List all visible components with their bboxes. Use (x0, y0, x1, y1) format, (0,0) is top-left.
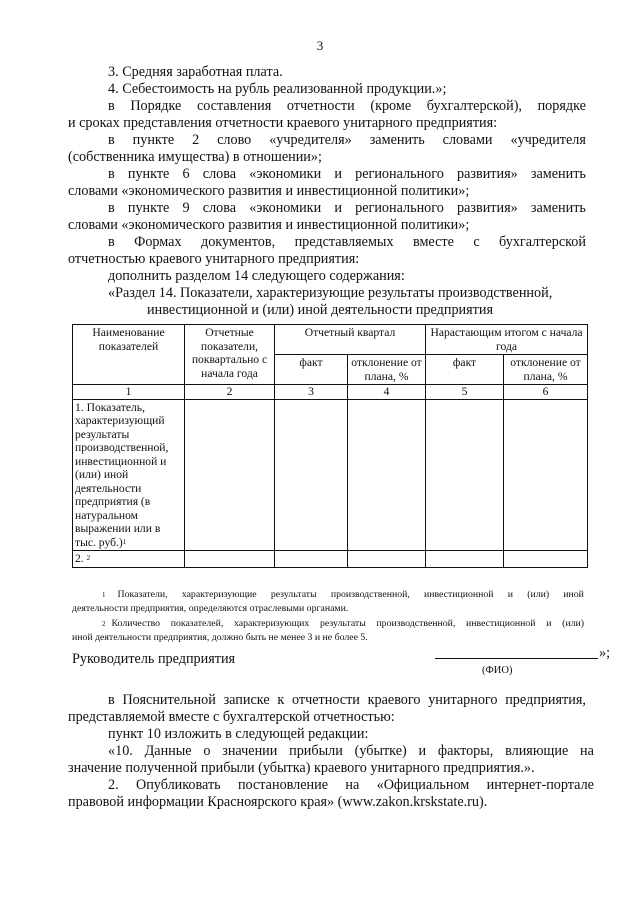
paragraph-note-line2: представляемой вместе с бухгалтерской отчетностью: (68, 709, 395, 725)
footnote-2-word: характеризующих (233, 618, 310, 629)
footnote-1-line1 (72, 588, 584, 602)
paragraph-order-line2: и сроках представления отчетности краевого унитарного предприятия: (68, 115, 498, 131)
word: пункте (127, 200, 170, 216)
word: пункте (132, 132, 175, 148)
word: на (345, 777, 360, 793)
word: Формах (134, 234, 182, 250)
text-line-cost: 4. Себестоимость на рубль реализованной продукции.»; (108, 81, 447, 97)
indicator-2-name (73, 551, 185, 568)
word: в (108, 692, 115, 708)
footnote-2-word: показателей, (170, 618, 224, 629)
text-line-salary: 3. Средняя заработная плата. (108, 64, 283, 80)
word: заменить (530, 200, 586, 216)
footnote-1-word: характеризующие (181, 589, 257, 600)
word: заменить (530, 166, 586, 182)
word: порядке (537, 98, 586, 114)
header-reported-indicators: Отчетные показатели, поквартально с начала года (185, 325, 275, 385)
word: в (108, 166, 115, 182)
word: отчетности (292, 692, 360, 708)
word: слова (202, 200, 237, 216)
table-cell (275, 399, 348, 551)
column-number: 3 (275, 385, 348, 400)
header-cumulative-fact: факт (426, 355, 504, 385)
word: Порядке (130, 98, 182, 114)
footnote-2-line1 (72, 617, 584, 631)
word: записке (223, 692, 270, 708)
footnote-1-word: (или) (527, 589, 550, 600)
section-title-line1: «Раздел 14. Показатели, характеризующие результаты производственной, (108, 285, 553, 301)
word: Опубликовать (135, 777, 221, 793)
footnote-ref-1: 1 (122, 537, 127, 546)
word: интернет-портале (486, 777, 594, 793)
word: слово (217, 132, 252, 148)
footnote-ref-2: 2 (86, 554, 91, 562)
table-cell (504, 399, 588, 551)
word: 9 (182, 200, 190, 216)
column-number: 6 (504, 385, 588, 400)
paragraph-note-line1 (108, 692, 586, 709)
paragraph-quote10-line2: значение полученной прибыли (убытка) краевого унитарного предприятия.». (68, 760, 535, 776)
indicator-1-name (73, 399, 185, 551)
footnote-1-word: иной (563, 589, 584, 600)
footnote-2 (72, 617, 584, 645)
table-cell (426, 551, 504, 568)
word: отчетности (286, 98, 355, 114)
indicator-1-text: 1. Показатель, характеризующий результаты производственной, инвестиционной и (или) иной деятельности предприятия (в натуральном выражении или в тыс. руб.) (75, 400, 169, 549)
paragraph-item2-line2: (собственника имущества) в отношении»; (68, 149, 322, 165)
word: и (418, 743, 427, 759)
word: значении (222, 743, 278, 759)
paragraph-publish-line1 (108, 777, 594, 794)
footnote-2-word: инвестиционной (466, 618, 536, 629)
indicators-table (72, 324, 588, 568)
paragraph-item9-line1 (108, 200, 586, 217)
word: в (108, 234, 115, 250)
word: «экономики (249, 166, 322, 182)
footnote-2-word: Количество (111, 618, 161, 629)
word: документов, (201, 234, 276, 250)
paragraph-item9-line2: словами «экономического развития и инвестиционной политики»; (68, 217, 470, 233)
footnote-2-first-word (102, 617, 160, 631)
footnote-2-word: (или) (562, 618, 584, 629)
table-cell (185, 399, 275, 551)
word: бухгалтерской (499, 234, 586, 250)
word: вместе (413, 234, 454, 250)
word: «экономики (249, 200, 322, 216)
word: предприятия, (505, 692, 586, 708)
paragraph-quote10-line1 (108, 743, 594, 760)
word: в (108, 98, 115, 114)
word: регионального (355, 166, 444, 182)
table-cell (426, 399, 504, 551)
header-indicator-name: Наименование показателей (73, 325, 185, 385)
signature-fio: (ФИО) (482, 665, 513, 676)
word: представляемых (294, 234, 394, 250)
word: краевого (367, 692, 421, 708)
word: «10. (108, 743, 133, 759)
paragraph-item2-line1 (108, 132, 586, 149)
word: влияющие (505, 743, 569, 759)
indicator-2-text: 2. (75, 552, 84, 565)
table-header-row (73, 325, 588, 355)
word: «учредителя (510, 132, 586, 148)
word: 2. (108, 777, 119, 793)
column-number: 2 (185, 385, 275, 400)
word: бухгалтерской), (426, 98, 522, 114)
word: (убытке) (354, 743, 407, 759)
table-cell (348, 399, 426, 551)
word: прибыли (289, 743, 343, 759)
table-row (73, 551, 588, 568)
word: «Официальном (376, 777, 470, 793)
word: постановление (237, 777, 329, 793)
header-reporting-quarter: Отчетный квартал (275, 325, 426, 355)
header-cumulative-deviation: отклонение от плана, % (504, 355, 588, 385)
table-cell (348, 551, 426, 568)
footnote-1-word: Показатели, (117, 589, 168, 600)
paragraph-order-line1 (108, 98, 586, 115)
word: развития» (457, 166, 518, 182)
word: словами (442, 132, 493, 148)
word: составления (196, 98, 272, 114)
paragraph-item10: пункт 10 изложить в следующей редакции: (108, 726, 369, 742)
word: факторы, (437, 743, 494, 759)
paragraph-publish-line2: правовой информации Красноярского края» (www.zakon.krskstate.ru). (68, 794, 488, 810)
table-column-numbers-row (73, 385, 588, 400)
footnote-1-word: инвестиционной (424, 589, 494, 600)
paragraph-forms-line2: отчетностью краевого унитарного предприятия: (68, 251, 360, 267)
word: 2 (192, 132, 200, 148)
word: регионального (355, 200, 444, 216)
section-title-line2: инвестиционной и (или) иной деятельности предприятия (147, 302, 493, 318)
word: развития» (457, 200, 518, 216)
column-number: 4 (348, 385, 426, 400)
word: в (108, 200, 115, 216)
word: заменить (369, 132, 425, 148)
word: пункте (127, 166, 170, 182)
footnote-2-word: и (546, 618, 552, 629)
signature-line (435, 658, 598, 659)
table-cell (185, 551, 275, 568)
paragraph-item6-line1 (108, 166, 586, 183)
word: в (108, 132, 115, 148)
footnote-1 (72, 588, 584, 616)
word: и (334, 166, 342, 182)
word: 6 (182, 166, 190, 182)
word: и (334, 200, 342, 216)
word: слова (202, 166, 237, 182)
word: о (203, 743, 211, 759)
word: унитарного (428, 692, 498, 708)
header-quarter-fact: факт (275, 355, 348, 385)
footnote-2-word: результаты (319, 618, 366, 629)
table-cell (275, 551, 348, 568)
signature-closing-quote: »; (599, 645, 611, 661)
word: (кроме (370, 98, 412, 114)
footnote-2-mark: 2 (102, 620, 106, 628)
word: «учредителя» (269, 132, 352, 148)
column-number: 1 (73, 385, 185, 400)
word: Данные (144, 743, 192, 759)
header-cumulative-total: Нарастающим итогом с начала года (426, 325, 588, 355)
paragraph-item6-line2: словами «экономического развития и инвестиционной политики»; (68, 183, 470, 199)
header-quarter-deviation: отклонение от плана, % (348, 355, 426, 385)
footnote-1-word: производственной, (330, 589, 410, 600)
column-number: 5 (426, 385, 504, 400)
word: на (580, 743, 594, 759)
footnote-2-line2: иной деятельности предприятия, должно быть не менее 3 и не более 5. (72, 632, 368, 643)
footnote-1-word: результаты (270, 589, 317, 600)
word: с (473, 234, 480, 250)
table-row (73, 399, 588, 551)
footnote-1-mark: 1 (102, 591, 106, 599)
footnote-2-word: производственной, (376, 618, 456, 629)
paragraph-supplement: дополнить разделом 14 следующего содержания: (108, 268, 405, 284)
footnote-1-line2: деятельности предприятия, определяются отраслевыми органами. (72, 603, 349, 614)
page-number: 3 (316, 38, 324, 53)
signature-label: Руководитель предприятия (72, 651, 236, 667)
footnote-1-first-word (102, 588, 168, 602)
paragraph-forms-line1 (108, 234, 586, 251)
table-cell (504, 551, 588, 568)
footnote-1-word: и (507, 589, 513, 600)
word: Пояснительной (122, 692, 216, 708)
word: к (277, 692, 285, 708)
